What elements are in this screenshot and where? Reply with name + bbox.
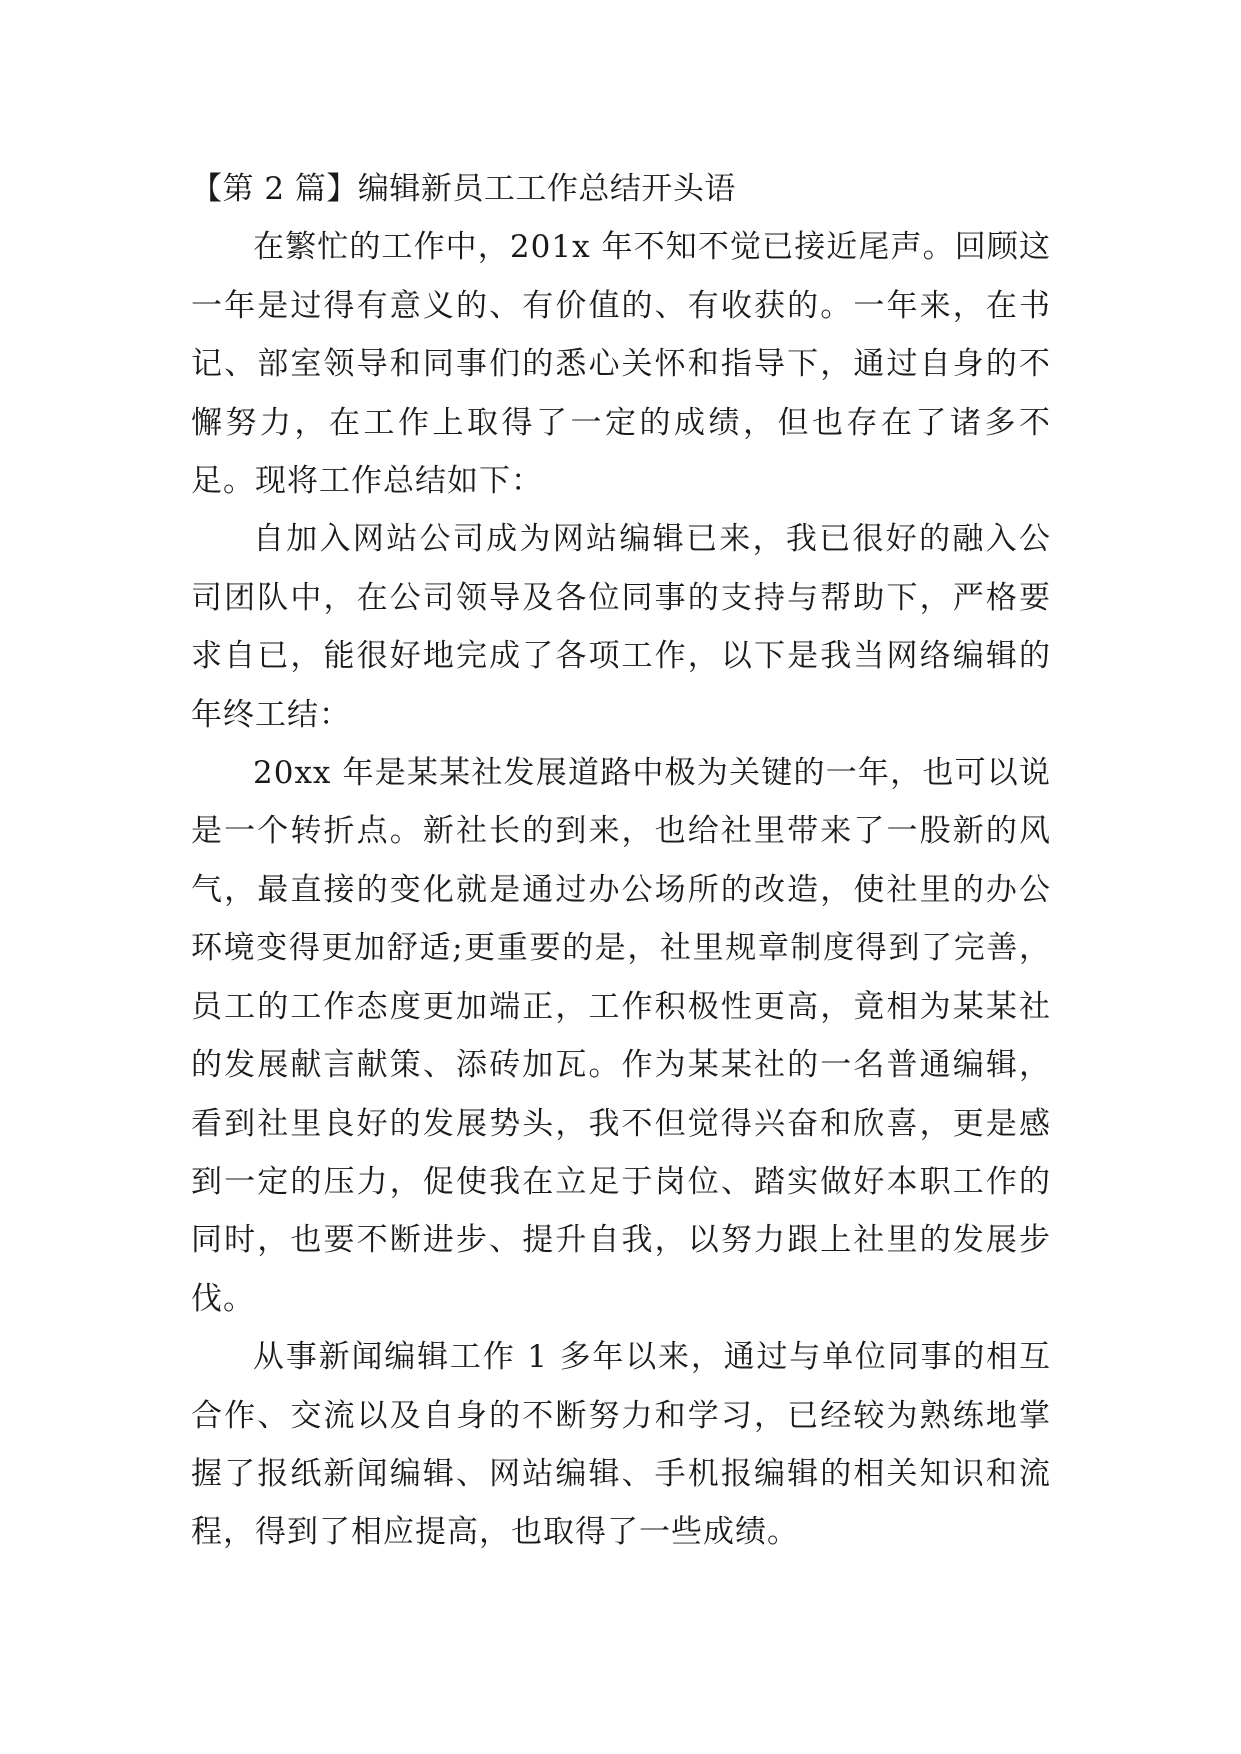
paragraph-2: 自加入网站公司成为网站编辑已来，我已很好的融入公司团队中，在公司领导及各位同事的支持与帮助下，严格要求自已，能很好地完成了各项工作，以下是我当网络编辑的年终工结：	[191, 521, 1051, 733]
paragraph-4: 从事新闻编辑工作 1 多年以来，通过与单位同事的相互合作、交流以及自身的不断努力和学习，已经较为熟练地掌握了报纸新闻编辑、网站编辑、手机报编辑的相关知识和流程，得到了相应提高，也取得了一些成绩。	[191, 1339, 1051, 1551]
document-title: 【第 2 篇】编辑新员工工作总结开头语	[191, 171, 736, 207]
paragraph-3: 20xx 年是某某社发展道路中极为关键的一年，也可以说是一个转折点。新社长的到来，也给社里带来了一股新的风气，最直接的变化就是通过办公场所的改造，使社里的办公环境变得更加舒适;更重要的是，社里规章制度得到了完善，员工的工作态度更加端正，工作积极性更高，竟相为某某社的发展献言献策、添砖加瓦。作为某某社的一名普通编辑，看到社里良好的发展势头，我不但觉得兴奋和欣喜，更是感到一定的压力，促使我在立足于岗位、踏实做好本职工作的同时，也要不断进步、提升自我，以努力跟上社里的发展步伐。	[191, 755, 1051, 1317]
paragraph-1: 在繁忙的工作中，201x 年不知不觉已接近尾声。回顾这一年是过得有意义的、有价值的、有收获的。一年来，在书记、部室领导和同事们的悉心关怀和指导下，通过自身的不懈努力，在工作上取得了一定的成绩，但也存在了诸多不足。现将工作总结如下：	[191, 229, 1051, 500]
document-body	[191, 160, 1051, 1562]
